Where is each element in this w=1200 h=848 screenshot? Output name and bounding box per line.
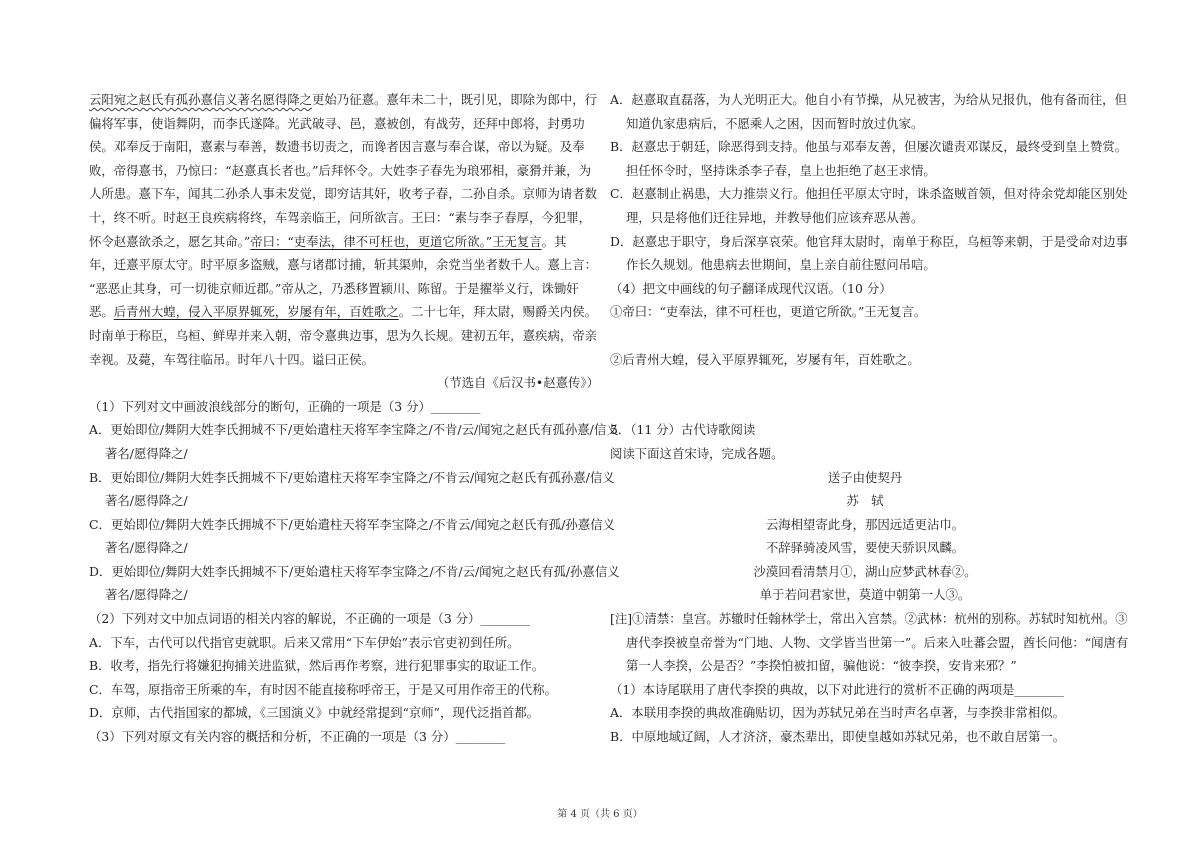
poem-title: 送子由使契丹 [827, 469, 903, 485]
option-a: A．本联用李揆的典故准确贴切，因为苏轼兄弟在当时声名卓著，与李揆非常相似。 [610, 705, 1066, 721]
underlined-sentence-1: 帝曰：“吏奉法，律不可枉也，更道它所欲。”王无复言 [250, 233, 542, 249]
question-5 [610, 418, 1129, 748]
underlined-sentence-2: 后青州大蝗，侵入平原界辄死，岁屡有年，百姓歌之 [113, 304, 399, 320]
option-d-cont: 作长久规划。他患病去世期间，皇上亲自前往慰问吊唁。 [626, 257, 936, 273]
option-d: D．京师，古代指国家的都城，《三国演义》中就经常提到“京师”，现代泛指首都。 [89, 705, 540, 721]
passage-text: 恶。 [89, 304, 114, 320]
question-stem: （1）本诗尾联用了唐代李揆的典故，以下对此进行的赏析不正确的两项是________ [610, 681, 1064, 697]
passage-source: （节选自《后汉书•赵憙传》） [436, 375, 599, 391]
wavy-underlined-text: 云阳宛之赵氏有孤孙憙信义著名愿得降之 [89, 92, 313, 107]
translate-sentence-1: ①帝曰：“吏奉法，律不可枉也，更道它所欲。”王无复言。 [610, 304, 927, 320]
passage-line: “恶恶止其身，可一切徙京师近郡。”帝从之，乃悉移置颍川、陈留。于是擢举义行，诛锄奸 [89, 280, 579, 296]
poem-line: 不辞驿骑凌风雪，要使天骄识凤麟。 [765, 540, 965, 556]
option-d: D．赵憙忠于职守，身后深享哀荣。他官拜太尉时，南单于称臣，乌桓等来朝，于是受命对边事 [610, 233, 1128, 249]
passage-text: 。二十七年，拜太尉，赐爵关内侯。 [398, 304, 598, 320]
option-a-cont: 知道仇家患病后，不愿乘人之困，因而暂时放过仇家。 [626, 115, 924, 131]
option-c: C．更始即位/舞阴大姓李氏拥城不下/更始遣柱天将军李宝降之/不肯云/闻宛之赵氏有孤/孙憙信义 [89, 516, 615, 532]
passage-text: 怀令赵憙欲杀之，愿乞其命。” [89, 233, 251, 249]
question-2 [89, 607, 599, 725]
answer-space [610, 324, 1120, 348]
poem-line: 沙漠回看清禁月①，湖山应梦武林春②。 [753, 563, 977, 579]
poem-author: 苏 轼 [846, 493, 884, 509]
passage-line: 败，帝得憙书，乃惊曰：“赵憙真长者也。”后拜怀令。大姓李子春先为琅邪相，豪猾并兼，为 [89, 162, 592, 178]
passage-line: 时南单于称臣，乌桓、鲜卑并来入朝，帝令憙典边事，思为久长规。建初五年，憙疾病，帝亲 [89, 327, 598, 343]
option-c: C．赵憙制止祸患，大力推崇义行。他担任平原太守时，诛杀盗贼首领，但对待余党却能区别处 [610, 186, 1128, 202]
question-stem: （2）下列对文中加点词语的相关内容的解说，不正确的一项是（3 分）________ [89, 611, 530, 627]
translate-sentence-2: ②后青州大蝗，侵入平原界辄死，岁屡有年，百姓歌之。 [610, 351, 920, 367]
passage-line: 十，终不听。时赵王良疾病将终，车驾亲临王，问所欲言。王曰：“素与李子春厚，今犯罪， [89, 209, 591, 225]
option-b: B．收考，指先行将嫌犯拘捕关进监狱，然后再作考察，进行犯罪事实的取证工作。 [89, 658, 545, 674]
option-a: A．更始即位/舞阴大姓李氏拥城不下/更始遣柱天将军李宝降之/不肯/云/闻宛之赵氏有孤孙憙/信义 [89, 422, 619, 438]
option-a-cont: 著名/愿得降之/ [105, 445, 188, 461]
passage-line: 侯。邓奉反于南阳，憙素与奉善，数遗书切责之，而谗者因言憙与奉合谋，帝以为疑。及奉 [89, 139, 585, 155]
option-c: C．车驾，原指帝王所乘的车，有时因不能直接称呼帝王，于是又可用作帝王的代称。 [89, 681, 557, 697]
reading-passage [89, 88, 599, 395]
answer-space [610, 371, 1120, 395]
option-d-cont: 著名/愿得降之/ [105, 587, 188, 603]
option-c-cont: 理，只是将他们迁往异地，并教导他们应该弃恶从善。 [626, 209, 924, 225]
poem-line: 单于若问君家世，莫道中朝第一人③。 [759, 587, 971, 603]
section-intro: 阅读下面这首宋诗，完成各题。 [610, 445, 784, 461]
passage-line: 人所患。憙下车，闻其二孙杀人事未发觉，即穷诘其奸，收考子春，二孙自杀。京师为请者数 [89, 186, 598, 202]
poem-line: 云海相望寄此身，那因远适更沾巾。 [765, 516, 965, 532]
answer-space [610, 395, 1120, 419]
passage-line: 幸视。及薨，车驾往临吊。时年八十四。谥曰正侯。 [89, 351, 374, 367]
option-b-cont: 著名/愿得降之/ [105, 493, 188, 509]
poem-note-cont: 唐代李揆被皇帝誉为“门地、人物、文学皆当世第一”。后来入吐蕃会盟，酋长问他：“闻唐有 [626, 634, 1129, 650]
question-3-stem [89, 725, 599, 749]
option-b: B．更始即位/舞阴大姓李氏拥城不下/更始遣柱天将军李宝降之/不肯云/闻宛之赵氏有孤孙憙/信义 [89, 469, 615, 485]
question-stem: （3）下列对原文有关内容的概括和分析，不正确的一项是（3 分）________ [89, 729, 506, 745]
passage-text: 。其 [541, 233, 567, 249]
left-column [89, 88, 620, 749]
poem-note: [注]①清禁：皇宫。苏辙时任翰林学士，常出入宫禁。②武林：杭州的别称。苏轼时知杭州。③ [610, 611, 1128, 627]
option-b-cont: 担任怀令时，坚持诛杀李子春，皇上也拒绝了赵王求情。 [626, 162, 936, 178]
option-b: B．中原地域辽阔，人才济济，豪杰辈出，即使皇越如苏轼兄弟，也不敢自居第一。 [610, 729, 1066, 745]
poem-note-cont: 第一人李揆，公是否？”李揆怕被扣留，骗他说：“彼李揆，安肯来邪？” [626, 658, 1017, 674]
question-1 [89, 395, 620, 607]
passage-line: 年，迁憙平原太守。时平原多盗贼，憙与诸郡讨捕，斩其渠帅，余党当坐者数千人。憙上言： [89, 257, 598, 273]
option-a: A．赵憙取直磊落，为人光明正大。他自小有节操，从兄被害，为给从兄报仇，他有备而往，但 [610, 92, 1127, 107]
question-3-options [610, 88, 1128, 277]
passage-text: 更始乃征憙。憙年未二十，既引见，即除为郎中，行 [312, 92, 598, 107]
question-4 [610, 277, 1120, 419]
option-d: D．更始即位/舞阴大姓李氏拥城不下/更始遣柱天将军李宝降之/不肯/云/闻宛之赵氏有孤/孙憙信义 [89, 563, 620, 579]
option-a: A．下车，古代可以代指官吏就职。后来又常用“下车伊始”表示官吏初到任所。 [89, 634, 520, 650]
passage-line: 偏将军事，使诣舞阴，而李氏遂降。光武破寻、邑，憙被创，有战劳，还拜中郎将，封勇功 [89, 115, 585, 131]
question-stem: （1）下列对文中画波浪线部分的断句，正确的一项是（3 分）________ [89, 398, 481, 414]
right-column [610, 88, 1129, 749]
page-number: 第 4 页（共 6 页） [557, 809, 643, 820]
option-c-cont: 著名/愿得降之/ [105, 540, 188, 556]
option-b: B．赵憙忠于朝廷，除恶得到支持。他虽与邓奉友善，但屡次谴责邓谋反，最终受到皇上赞赏。 [610, 139, 1128, 155]
section-heading: 5．（11 分）古代诗歌阅读 [610, 422, 756, 438]
question-stem: （4）把文中画线的句子翻译成现代汉语。（10 分） [610, 280, 892, 296]
